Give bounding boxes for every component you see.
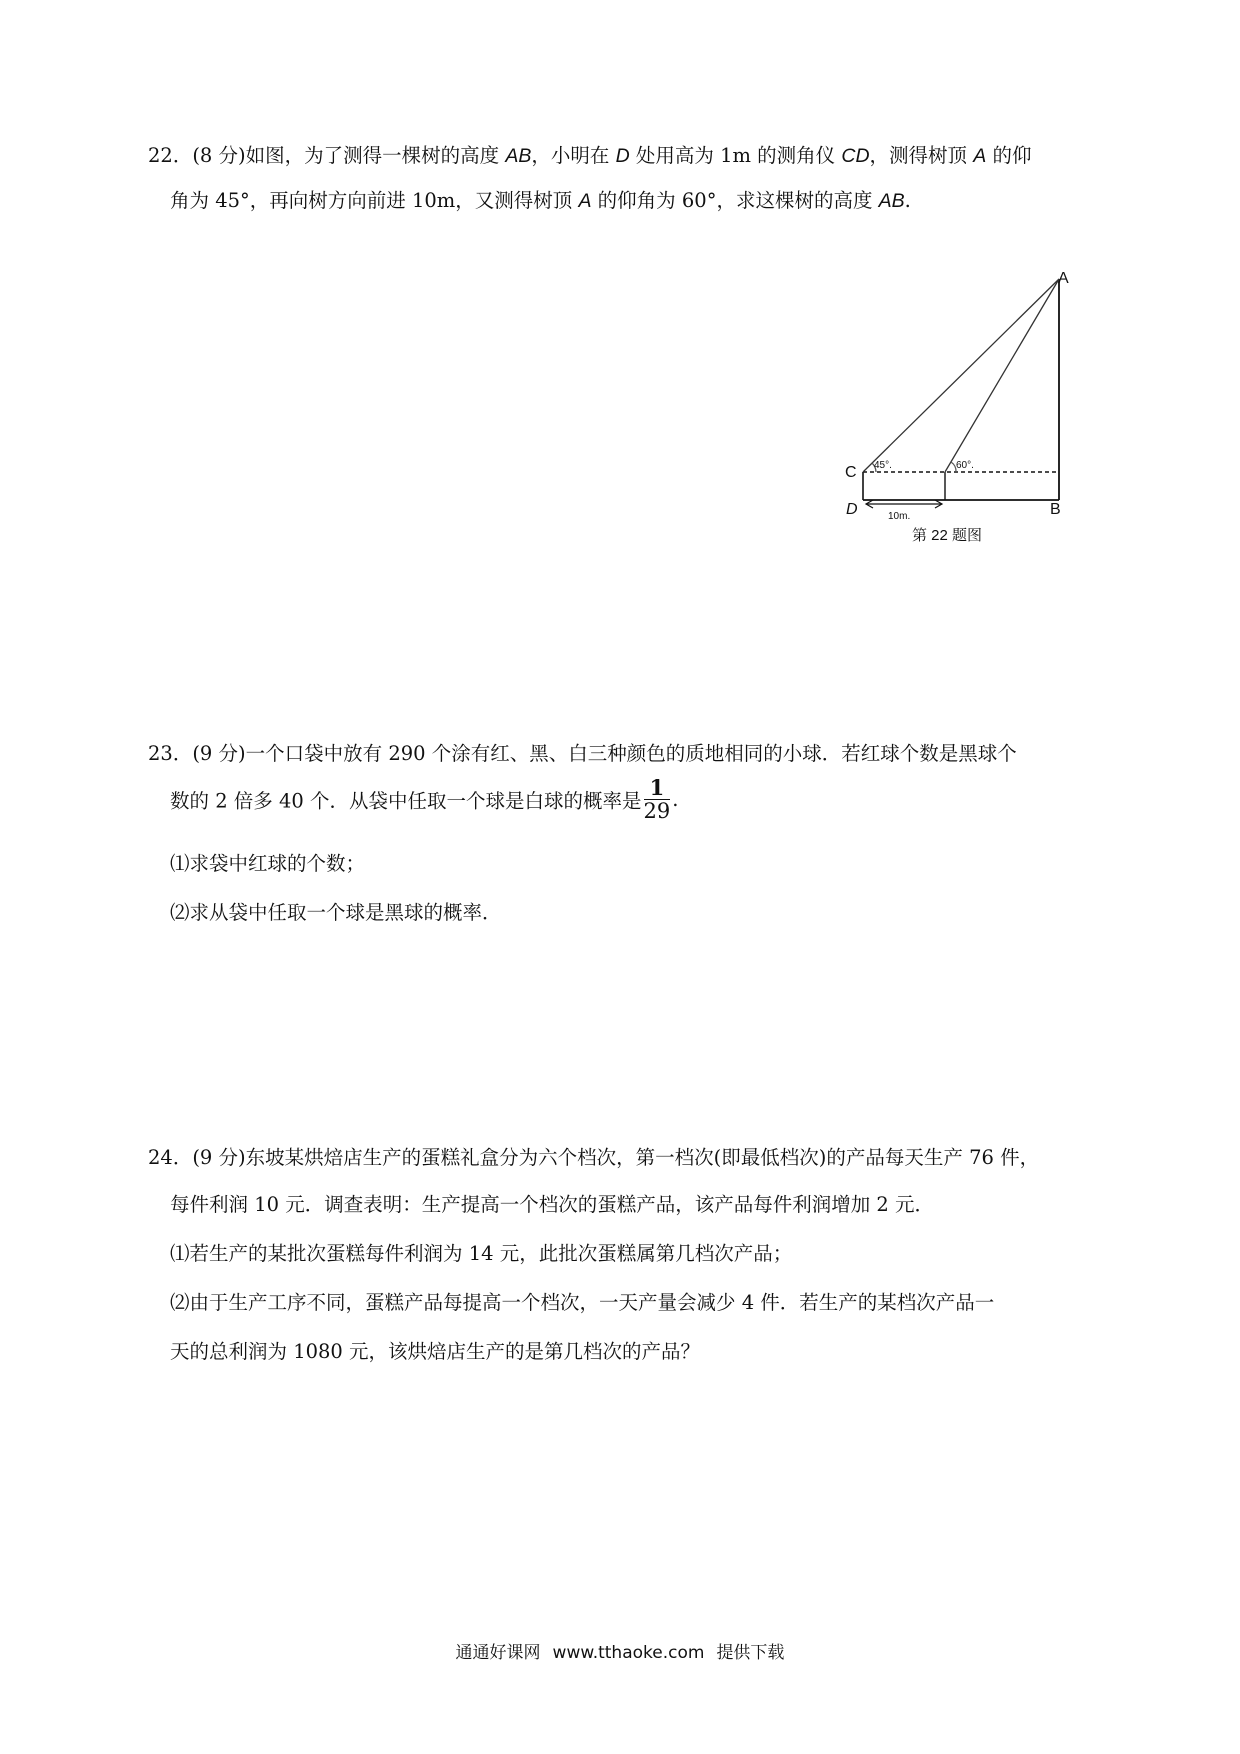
q22-line-2: 角为 45°，再向树方向前进 10m，又测得树顶 A 的仰角为 60°，求这棵树的高度 AB. xyxy=(170,189,911,212)
distance-label: 10m. xyxy=(888,511,911,522)
q24-part-2-line-1: ⑵由于生产工序不同，蛋糕产品每提高一个档次，一天产量会减少 4 件．若生产的某档次产品一 xyxy=(170,1291,995,1314)
label-b: B xyxy=(1050,501,1061,518)
q23-part-1: ⑴求袋中红球的个数； xyxy=(170,852,366,875)
label-a: A xyxy=(1058,270,1069,287)
page-footer xyxy=(0,1638,1240,1663)
probability-fraction: $\frac{1}{29}$ xyxy=(643,775,671,823)
q23-part-2: ⑵求从袋中任取一个球是黑球的概率． xyxy=(170,901,502,924)
sight-line-45 xyxy=(863,279,1059,472)
q23-line-2: 数的 2 倍多 40 个．从袋中任取一个球是白球的概率是 $\frac{1}{29}$ . xyxy=(170,775,679,823)
q23-score: (9 分) xyxy=(192,742,246,765)
footer-url[interactable]: www.tthaoke.com xyxy=(552,1643,705,1663)
q22-score: (8 分) xyxy=(192,144,246,167)
q23-number: 23． xyxy=(148,742,193,765)
q24-score: (9 分) xyxy=(192,1146,246,1169)
label-d: D xyxy=(846,501,858,518)
q24-part-2-line-2: 天的总利润为 1080 元，该烘焙店生产的是第几档次的产品？ xyxy=(170,1340,701,1363)
q22-line-1: 22．(8 分)如图，为了测得一棵树的高度 AB，小明在 D 处用高为 1m 的测角仪 CD，测得树顶 A 的仰 xyxy=(148,144,1032,167)
footer-site-name: 通通好课网 xyxy=(455,1643,541,1663)
sight-line-60 xyxy=(945,279,1059,472)
q24-line-2: 每件利润 10 元．调查表明：生产提高一个档次的蛋糕产品，该产品每件利润增加 2 元． xyxy=(170,1193,935,1216)
q24-number: 24． xyxy=(148,1146,193,1169)
figure-caption: 第 22 题图 xyxy=(912,527,983,544)
angle-label-60: 60°. xyxy=(956,460,974,471)
q24-line-1: 24．(9 分)东坡某烘焙店生产的蛋糕礼盒分为六个档次，第一档次(即最低档次)的产品每天生产 76 件， xyxy=(148,1146,1040,1169)
figure-lines xyxy=(863,279,1059,508)
q24-part-1: ⑴若生产的某批次蛋糕每件利润为 14 元，此批次蛋糕属第几档次产品； xyxy=(170,1242,793,1265)
q22-number: 22． xyxy=(148,144,193,167)
label-c: C xyxy=(845,464,857,481)
footer-suffix: 提供下载 xyxy=(716,1643,785,1663)
q23-line-1: 23．(9 分)一个口袋中放有 290 个涂有红、黑、白三种颜色的质地相同的小球．若红球个数是黑球个 xyxy=(148,742,1017,765)
angle-label-45: 45°. xyxy=(874,460,892,471)
